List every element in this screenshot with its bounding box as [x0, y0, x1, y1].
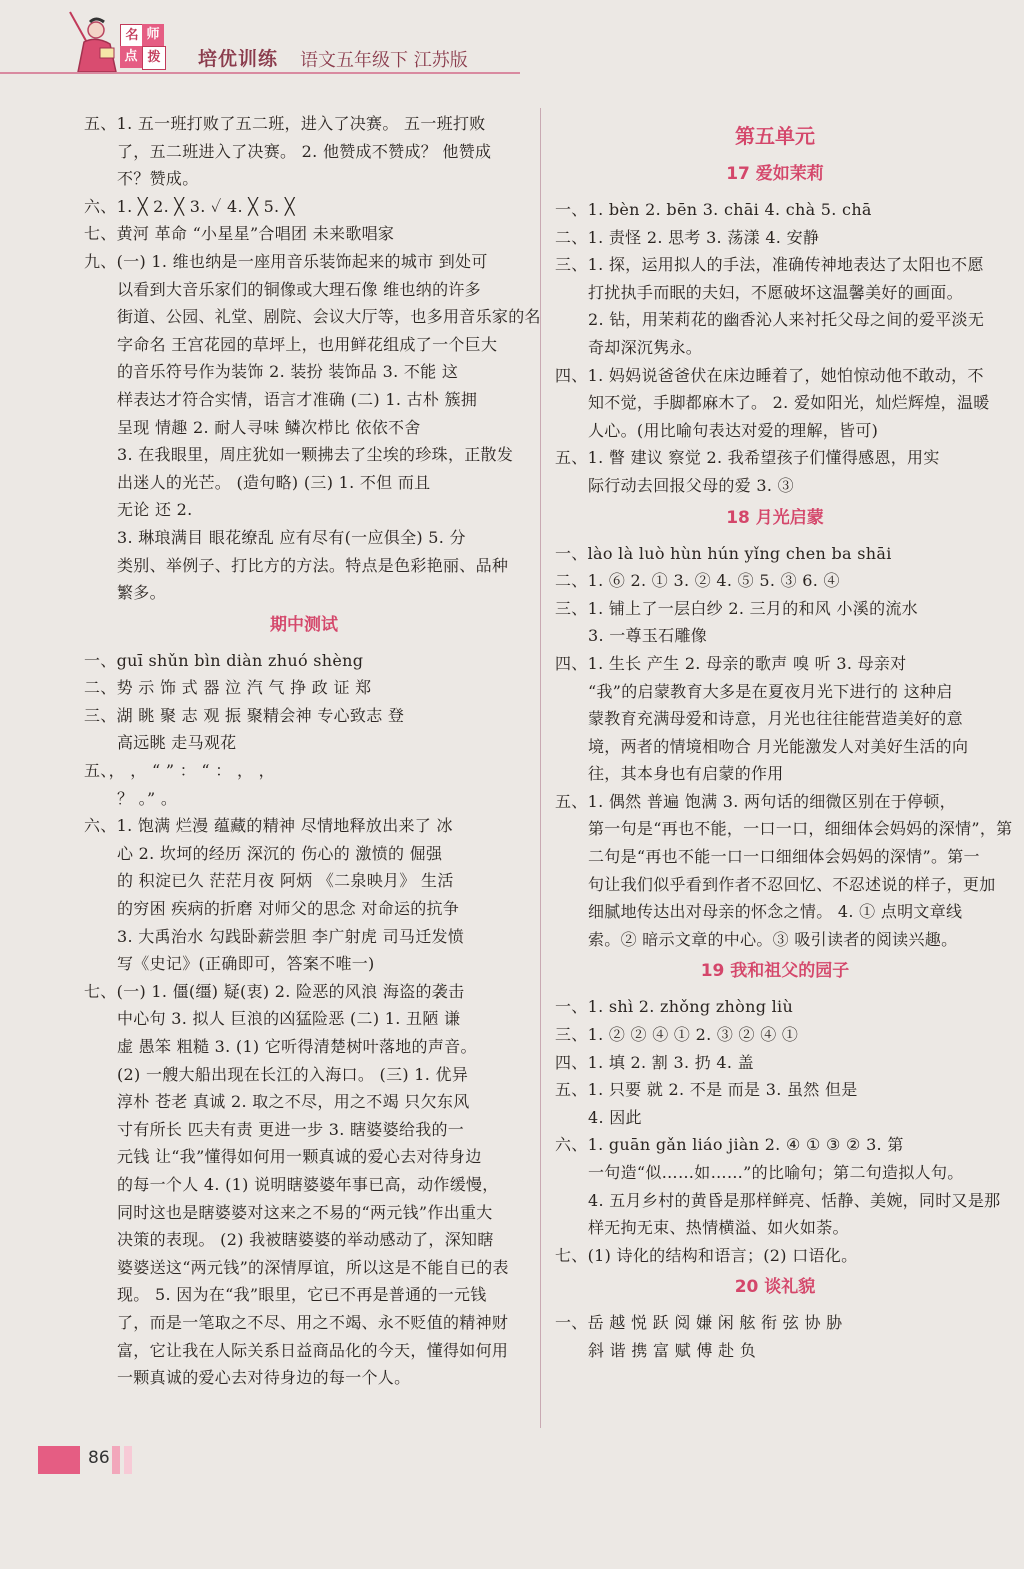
lesson-heading: 17 爱如茉莉: [726, 164, 824, 184]
answer-line: 3. 大禹治水 勾践卧薪尝胆 李广射虎 司马迁发愤: [117, 926, 465, 946]
answer-line: 一、lào là luò hùn hún yǐng chen ba shāi: [555, 543, 892, 563]
answer-line: 二句是“再也不能一口一口细细体会妈妈的深情”。第一: [588, 847, 980, 867]
answer-line: 出迷人的光芒。 (造句略) (三) 1. 不但 而且: [117, 472, 431, 492]
answer-line: 以看到大音乐家们的铜像或大理石像 维也纳的许多: [117, 279, 481, 299]
answer-line: 七、(1) 诗化的结构和语言；(2) 口语化。: [555, 1245, 858, 1265]
lesson-heading: 18 月光启蒙: [726, 507, 824, 528]
answer-line: 五、1. 只要 就 2. 不是 而是 3. 虽然 但是: [555, 1080, 858, 1100]
answer-line: 无论 还 2.: [117, 500, 193, 520]
answer-line: 3. 一尊玉石雕像: [588, 626, 708, 646]
lesson-heading: 19 我和祖父的园子: [700, 961, 850, 982]
answer-line: 街道、公园、礼堂、剧院、会议大厅等，也多用音乐家的名: [117, 307, 541, 327]
answer-line: 际行动去回报父母的爱 3. ③: [588, 475, 794, 495]
answer-line: 四、1. 妈妈说爸爸伏在床边睡着了，她怕惊动他不敢动，不: [555, 365, 984, 385]
logo-char: 点: [120, 46, 142, 68]
answer-line: 了，五二班进入了决赛。 2. 他赞成不赞成？ 他赞成: [117, 141, 492, 161]
footer-stripe: [112, 1446, 120, 1474]
answer-line: 第一句是“再也不能，一口一口，细细体会妈妈的深情”，第: [588, 819, 1013, 839]
answer-line: 繁多。: [117, 583, 166, 603]
answer-line: 类别、举例子、打比方的方法。特点是色彩艳丽、品种: [117, 555, 509, 575]
answer-line: 淳朴 苍老 真诚 2. 取之不尽，用之不竭 只欠东风: [117, 1092, 470, 1112]
answer-line: 4. 五月乡村的黄昏是那样鲜亮、恬静、美婉，同时又是那: [588, 1190, 1001, 1210]
answer-line: 高远眺 走马观花: [117, 733, 237, 753]
answer-line: 三、1. ② ② ④ ① 2. ③ ② ④ ①: [555, 1025, 799, 1045]
answer-line: 同时这也是瞎婆婆对这来之不易的“两元钱”作出重大: [117, 1202, 493, 1222]
answer-line: 一、1. shì 2. zhǒng zhòng liù: [555, 997, 794, 1017]
page-number: 86: [88, 1448, 110, 1468]
answer-line: 三、湖 眺 聚 志 观 振 聚精会神 专心致志 登: [84, 705, 405, 725]
answer-line: 五、， ， “ ” ： “ ： ， ，: [84, 761, 275, 781]
logo-char: 拨: [142, 46, 166, 70]
answer-line: 的穷困 疾病的折磨 对师父的思念 对命运的抗争: [117, 899, 460, 919]
answer-line: 索。② 暗示文章的中心。③ 吸引读者的阅读兴趣。: [588, 929, 958, 949]
answer-line: ？ 。” 。: [117, 788, 178, 808]
answer-line: 三、1. 探，运用拟人的手法，准确传神地表达了太阳也不愿: [555, 255, 984, 275]
logo-char: 师: [142, 24, 164, 46]
answer-line: 七、黄河 革命 “小星星”合唱团 未来歌唱家: [84, 224, 395, 244]
answer-line: 3. 琳琅满目 眼花缭乱 应有尽有(一应俱全) 5. 分: [117, 527, 466, 547]
answer-line: 了，而是一笔取之不尽、用之不竭、永不贬值的精神财: [117, 1312, 509, 1332]
answer-line: 四、1. 生长 产生 2. 母亲的歌声 嗅 听 3. 母亲对: [555, 653, 907, 673]
answer-line: 知不觉，手脚都麻木了。 2. 爱如阳光，灿烂辉煌，温暖: [588, 393, 990, 413]
logo-char: 名: [120, 24, 144, 48]
left-answer-column: [84, 110, 541, 1392]
answer-line: 现。 5. 因为在“我”眼里，它已不再是普通的一元钱: [117, 1285, 487, 1305]
answer-line: 境，两者的情境相吻合 月光能激发人对美好生活的向: [588, 736, 969, 756]
unit-heading: 第五单元: [735, 124, 815, 148]
answer-line: 六、1. guān gǎn liáo jiàn 2. ④ ① ③ ② 3. 第: [555, 1135, 904, 1155]
answer-line: 寸有所长 匹夫有责 更进一步 3. 瞎婆婆给我的一: [117, 1119, 465, 1139]
answer-line: 写《史记》(正确即可，答案不唯一): [117, 954, 375, 974]
right-answer-column: [555, 110, 1013, 1365]
answer-line: 斜 谐 携 富 赋 傅 赴 负: [588, 1340, 757, 1360]
answer-line: 细腻地传达出对母亲的怀念之情。 4. ① 点明文章线: [588, 902, 963, 922]
answer-line: 虚 愚笨 粗糙 3. (1) 它听得清楚树叶落地的声音。: [117, 1037, 477, 1056]
answer-line: 一句造“似……如……”的比喻句；第二句造拟人句。: [588, 1163, 964, 1182]
answer-line: 元钱 让“我”懂得如何用一颗真诚的爱心去对待身边: [117, 1147, 482, 1167]
lesson-heading: 期中测试: [270, 614, 338, 635]
answer-line: 呈现 情趣 2. 耐人寻味 鳞次栉比 依依不舍: [117, 417, 421, 437]
answer-line: 的音乐符号作为装饰 2. 装扮 装饰品 3. 不能 这: [117, 362, 459, 382]
logo-badge: [120, 24, 164, 68]
answer-line: 一、岳 越 悦 跃 阅 嫌 闲 舷 衔 弦 协 胁: [555, 1313, 843, 1333]
answer-line: 四、1. 填 2. 割 3. 扔 4. 盖: [555, 1052, 754, 1072]
answer-line: 样表达才符合实情，语言才准确 (二) 1. 古朴 簇拥: [117, 389, 478, 409]
answer-line: 三、1. 铺上了一层白纱 2. 三月的和风 小溪的流水: [555, 598, 918, 618]
answer-line: 4. 因此: [588, 1107, 642, 1127]
answer-line: 一颗真诚的爱心去对待身边的每一个人。: [117, 1368, 411, 1388]
answer-line: 五、1. 瞥 建议 察觉 2. 我希望孩子们懂得感恩，用实: [555, 448, 940, 468]
book-subject: 语文五年级下 江苏版: [300, 50, 468, 71]
footer-accent-bar: [38, 1446, 80, 1474]
answer-line: 富，它让我在人际关系日益商品化的今天，懂得如何用: [117, 1340, 509, 1360]
answer-line: 一、1. bèn 2. bēn 3. chāi 4. chà 5. chā: [555, 200, 872, 219]
answer-line: 不？赞成。: [117, 169, 199, 189]
answer-line: 五、1. 五一班打败了五二班，进入了决赛。 五一班打败: [84, 114, 486, 133]
answer-line: 3. 在我眼里，周庄犹如一颗拂去了尘埃的珍珠，正散发: [117, 445, 514, 465]
answer-line: 一、guī shǔn bìn diàn zhuó shèng: [84, 650, 364, 670]
header-rule: [0, 72, 520, 74]
answer-line: 七、(一) 1. 僵(缰) 疑(衷) 2. 险恶的风浪 海盗的袭击: [84, 981, 465, 1001]
answer-line: 婆婆送这“两元钱”的深情厚谊，所以这是不能自已的表: [117, 1257, 509, 1277]
lesson-heading: 20 谈礼貌: [734, 1277, 816, 1298]
answer-line: 的每一个人 4. (1) 说明瞎婆婆年事已高，动作缓慢，: [117, 1174, 499, 1194]
answer-line: (2) 一艘大船出现在长江的入海口。 (三) 1. 优异: [117, 1064, 469, 1084]
answer-line: 的 积淀已久 茫茫月夜 阿炳 《二泉映月》 生活: [117, 871, 454, 891]
answer-line: 奇却深沉隽永。: [588, 337, 703, 357]
answer-line: 句让我们似乎看到作者不忍回忆、不忍述说的样子，更加: [588, 874, 996, 894]
answer-line: 二、势 示 饰 式 器 泣 汽 气 挣 政 证 郑: [84, 678, 372, 698]
answer-line: 样无拘无束、热情横溢、如火如荼。: [588, 1218, 849, 1238]
answer-line: 字命名 王宫花园的草坪上，也用鲜花组成了一个巨大: [117, 334, 498, 354]
answer-line: 六、1. 饱满 烂漫 蕴藏的精神 尽情地释放出来了 冰: [84, 816, 453, 836]
answer-line: 中心句 3. 拟人 巨浪的凶猛险恶 (二) 1. 丑陋 谦: [117, 1009, 461, 1029]
answer-line: 打扰执手而眠的夫妇，不愿破坏这温馨美好的画面。: [588, 282, 963, 302]
answer-line: 人心。(用比喻句表达对爱的理解，皆可): [588, 420, 879, 440]
answer-line: “我”的启蒙教育大多是在夏夜月光下进行的 这种启: [588, 681, 953, 701]
book-title: 培优训练: [198, 48, 279, 70]
answer-line: 五、1. 偶然 普遍 饱满 3. 两句话的细微区别在于停顿，: [555, 791, 956, 811]
answer-line: 心 2. 坎坷的经历 深沉的 伤心的 激愤的 倔强: [117, 843, 443, 863]
answer-line: 二、1. ⑥ 2. ① 3. ② 4. ⑤ 5. ③ 6. ④: [555, 571, 840, 591]
answer-line: 蒙教育充满母爱和诗意，月光也往往能营造美好的意: [588, 709, 963, 729]
answer-line: 2. 钻，用茉莉花的幽香沁人来衬托父母之间的爱平淡无: [588, 310, 985, 330]
footer-stripe: [124, 1446, 132, 1474]
answer-line: 二、1. 责怪 2. 思考 3. 荡漾 4. 安静: [555, 227, 820, 247]
answer-line: 往，其本身也有启蒙的作用: [588, 764, 784, 784]
page-header: [0, 0, 1024, 90]
answer-line: 九、(一) 1. 维也纳是一座用音乐装饰起来的城市 到处可: [84, 251, 488, 271]
answer-line: 六、1. ╳ 2. ╳ 3. ✓ 4. ╳ 5. ╳: [84, 196, 295, 216]
answer-line: 决策的表现。 (2) 我被瞎婆婆的举动感动了，深知瞎: [117, 1230, 494, 1250]
